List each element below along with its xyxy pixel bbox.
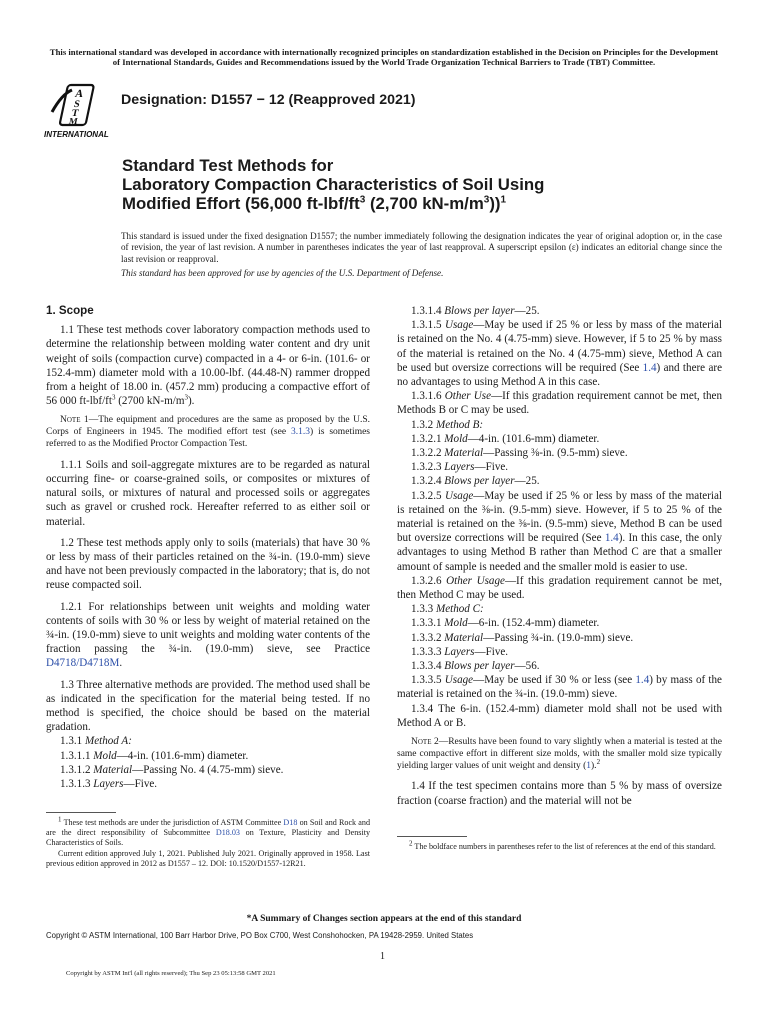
svg-text:M: M — [68, 116, 79, 126]
method-a-usage: 1.3.1.5 Usage—May be used if 25 % or less by mass of the material is retained on the No. 4 (4.75-mm) sieve. However, if 5 to 25 % by mass of the material is retained on the No. 4 (4.75-mm) sieve, Method A can be used but oversize corrections will be required (See 1.4) and there are no advantages to using Method A in this case. — [397, 319, 722, 389]
method-a-layers: 1.3.1.3 Layers—Five. — [60, 778, 158, 791]
note-1: Note 1—The equipment and procedures are the same as proposed by the U.S. Corps of Engineers in 1945. The modified effort test (see 3.1.3) is sometimes referred to as the Modified Proctor Compaction Test. — [46, 415, 370, 450]
method-a-blows: 1.3.1.4 Blows per layer—25. — [411, 305, 540, 317]
title-line-1: Standard Test Methods for — [122, 156, 334, 175]
title-line-3: Modified Effort (56,000 $ft-lbf/ft^3$ (2,700 $kN-m/m^3))^1$ — [122, 194, 507, 214]
link-d4718[interactable]: D4718/D4718M — [46, 657, 120, 670]
paragraph-1-4: 1.4 If the test specimen contains more than 5 % by mass of oversize fraction (coarse fraction) and the material will not be — [397, 780, 722, 807]
method-b-layers: 1.3.2.3 Layers—Five. — [411, 461, 509, 474]
summary-of-changes-note: *A Summary of Changes section appears at the end of this standard — [246, 914, 522, 924]
method-c-layers: 1.3.3.3 Layers—Five. — [411, 645, 509, 658]
footnote-divider — [397, 836, 467, 837]
paragraph-1-2: 1.2 These test methods apply only to soils (materials) that have 30 % or less by mass of their particles retained on the ¾-in. (19.0-mm) sieve and have not been previously compacted in the laboratory; that is, do not reuse compacted soil. — [46, 536, 370, 592]
designation: Designation: D1557 − 12 (Reapproved 2021) — [121, 92, 416, 108]
page-title — [122, 156, 722, 214]
link-1-4[interactable]: 1.4 — [604, 532, 619, 545]
method-b-usage: 1.3.2.5 Usage—May be used if 25 % or less by mass of the material is retained on the ⅜-in. (9.5-mm) sieve. However, if 5 to 25 % of the material is retained on the ⅜-in. (9.5-mm) sieve, Method B can be used but oversize corrections will be required (See 1.4). In this case, the only advantages to using Method B rather than Method C are that a smaller amount of sample is needed and the smaller mold is easier to use. — [397, 489, 723, 573]
method-c-material: 1.3.3.2 Material—Passing ¾-in. (19.0-mm) sieve. — [411, 631, 634, 644]
link-ref-1[interactable]: 1 — [586, 760, 592, 771]
link-d18[interactable]: D18 — [283, 818, 298, 827]
astm-logo-icon — [42, 82, 112, 140]
link-d18-03[interactable]: D18.03 — [215, 828, 240, 838]
svg-text:T: T — [70, 108, 80, 119]
method-b-blows: 1.3.2.4 Blows per layer—25. — [411, 475, 540, 488]
copyright-line: Copyright © ASTM International, 100 Barr Harbor Drive, PO Box C700, West Conshohocken, PA 19428-2959. United States — [46, 931, 474, 940]
method-a-heading: 1.3.1 Method A: — [60, 735, 132, 748]
svg-text:A: A — [73, 88, 85, 100]
footnote-divider — [46, 812, 116, 813]
method-b-heading: 1.3.2 Method B: — [411, 418, 484, 431]
right-column — [397, 304, 722, 808]
note-2: Note 2—Results have been found to vary slightly when a material is tested at the same compactive effort in different size molds, with the smaller mold size typically yielding larger values of unit weight and density (1).$^2$ — [397, 737, 723, 771]
footnote-marker: 1 — [500, 194, 507, 206]
method-a-other-use: 1.3.1.6 Other Use—If this gradation requirement cannot be met, then Methods B or C may be used. — [397, 390, 723, 417]
title-line-2: Laboratory Compaction Characteristics of Soil Using — [122, 175, 545, 195]
method-c-blows: 1.3.3.4 Blows per layer—56. — [411, 660, 540, 673]
link-1-4[interactable]: 1.4 — [642, 361, 657, 374]
paragraph-1-3-4: 1.3.4 The 6-in. (152.4-mm) diameter mold shall not be used with Method A or B. — [397, 702, 722, 729]
method-c-heading: 1.3.3 Method C: — [411, 603, 484, 616]
footnote-2: $^2$ The boldface numbers in parentheses refer to the list of references at the end of this standard. — [409, 839, 716, 851]
method-b-mold: 1.3.2.1 Mold—4-in. (101.6-mm) diameter. — [411, 432, 600, 445]
left-column — [46, 304, 370, 791]
method-c-mold: 1.3.3.1 Mold—6-in. (152.4-mm) diameter. — [411, 617, 600, 630]
dod-approval: This standard has been approved for use by agencies of the U.S. Department of Defense. — [121, 268, 444, 278]
print-stamp: Copyright by ASTM Int'l (all rights reserved); Thu Sep 23 05:13:58 GMT 2021 — [66, 970, 276, 977]
issued-statement: This standard is issued under the fixed designation D1557; the number immediately following the designation indicates the year of original adoption or, in the case of revision, the year of last revision. A number in parentheses indicates the year of last reapproval. A superscript epsilon (ε) indicates an editorial change since the last revision or reapproval. — [121, 231, 722, 264]
method-a-material: 1.3.1.2 Material—Passing No. 4 (4.75-mm) sieve. — [60, 763, 284, 776]
link-1-4[interactable]: 1.4 — [635, 674, 650, 687]
method-a-mold: 1.3.1.1 Mold—4-in. (101.6-mm) diameter. — [60, 749, 249, 762]
method-b-material: 1.3.2.2 Material—Passing ⅜-in. (9.5-mm) sieve. — [411, 447, 628, 460]
paragraph-1-3: 1.3 Three alternative methods are provided. The method used shall be as indicated in the specification for the material being tested. If no method is specified, the choice should be based on the material gradation. — [46, 678, 370, 734]
svg-text:S: S — [72, 99, 81, 110]
method-c-usage: 1.3.3.5 Usage—May be used if 30 % or less (see 1.4) by mass of the material is retained on the ¾-in. (19.0-mm) sieve. — [397, 674, 722, 701]
section-heading: 1. Scope — [46, 304, 94, 317]
footnote-1: $^1$ These test methods are under the jurisdiction of ASTM Committee D18 on Soil and Rock and are the direct responsibility of Subcommittee D18.03 on Texture, Plasticity and Density Characteristics of Soils. Current edition approved July 1, 2021. Published July 2021. Originally approved in 1958. Last previous edition approved in 2012 as D1557 – 12. DOI: 10.1520/D1557-12R21. — [46, 815, 370, 868]
paragraph-1-2-1: 1.2.1 For relationships between unit weights and molding water contents of soils with 30 % or less by weight of material retained on the ¾-in. (19.0-mm) sieve to unit weights and molding water contents of the fraction passing the ¾-in. (19.0-mm) sieve, see Practice D4718/D4718M. — [46, 600, 370, 670]
svg-text:INTERNATIONAL: INTERNATIONAL — [44, 130, 109, 139]
page-number: 1 — [380, 951, 385, 962]
wto-notice: This international standard was developed in accordance with internationally recognized principles on standardization established in the Decision on Principles for the Development of International Standards, Guides and Recommendations issued by the World Trade Organization Technical Barriers to Trade (TBT) Committee. — [49, 47, 719, 68]
paragraph-1-1-1: 1.1.1 Soils and soil-aggregate mixtures are to be regarded as natural occurring fine- or coarse-grained soils, or composites or mixtures of natural soils, or mixtures of natural and processed soils or aggregates such as gravel or crushed rock. Hereafter referred to as either soil or material. — [46, 458, 370, 528]
link-3-1-3[interactable]: 3.1.3 — [291, 427, 310, 438]
method-b-other-usage: 1.3.2.6 Other Usage—If this gradation requirement cannot be met, then Method C may be used. — [397, 574, 722, 602]
paragraph-1-1: 1.1 These test methods cover laboratory compaction methods used to determine the relationship between molding water content and dry unit weight of soils (compaction curve) compacted in a 4- or 6-in. (101.6- or 152.4-mm) diameter mold with a 10.00-lbf. (44.48-N) rammer dropped from a height of 18.00 in. (457.2 mm) producing a compactive effort of 56 000 $ft-lbf/ft^3$ (2700 $kN-m/m^3$). — [46, 324, 370, 408]
